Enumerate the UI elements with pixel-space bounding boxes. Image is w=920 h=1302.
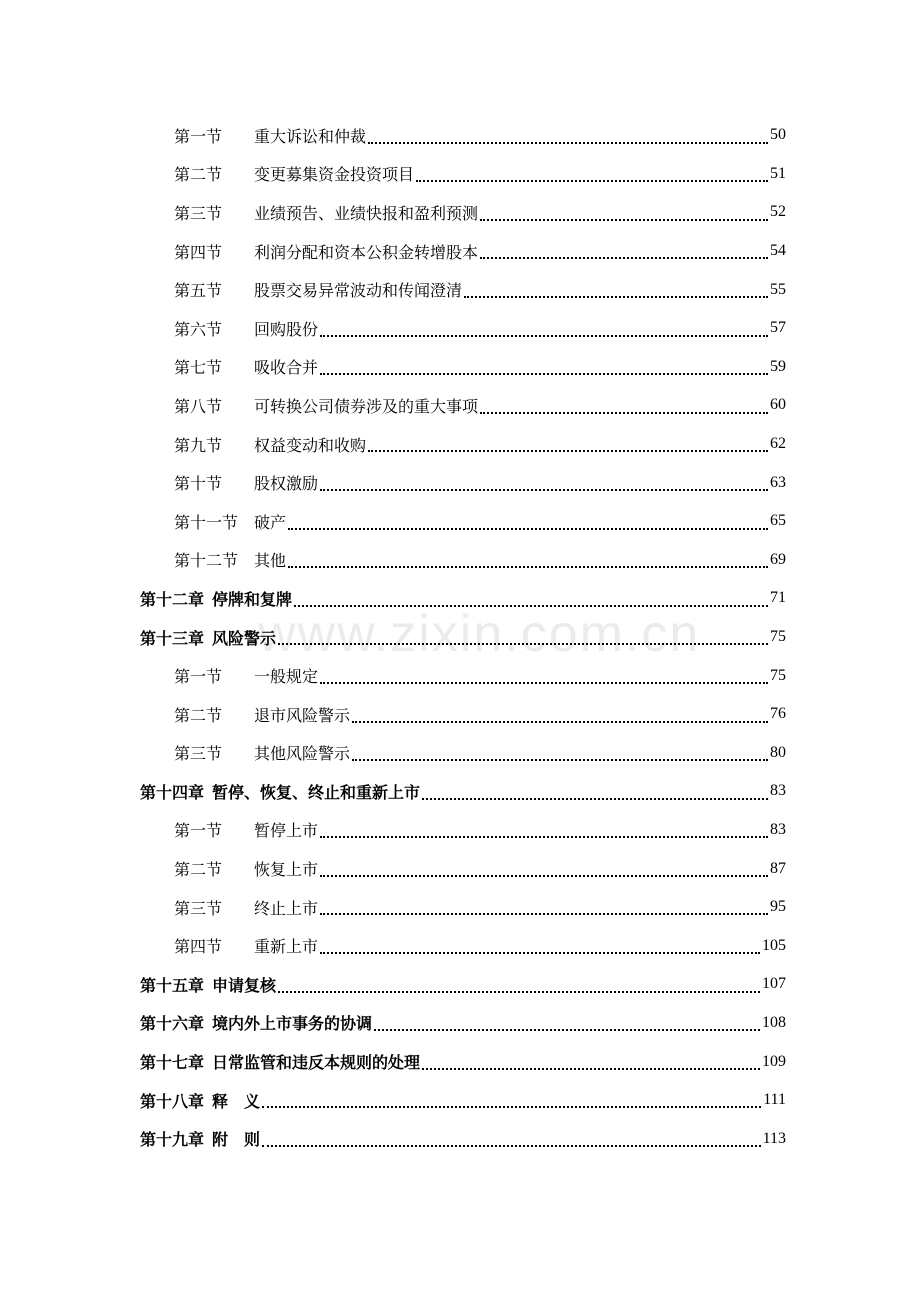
toc-entry-number: 第十二节 bbox=[174, 551, 239, 571]
toc-entry-number: 第十四章 bbox=[140, 782, 205, 802]
toc-section-entry[interactable] bbox=[0, 695, 786, 734]
toc-entry-number: 第六节 bbox=[174, 319, 223, 339]
toc-section-entry[interactable] bbox=[0, 888, 786, 927]
dot-leader bbox=[368, 141, 768, 144]
toc-entry-title: 恢复上市 bbox=[254, 860, 319, 880]
toc-chapter-entry[interactable] bbox=[0, 579, 786, 618]
toc-entry-number: 第九节 bbox=[174, 435, 223, 455]
toc-entry-number: 第十六章 bbox=[140, 1014, 205, 1034]
toc-chapter-entry[interactable] bbox=[0, 1042, 786, 1081]
toc-page-number: 75 bbox=[770, 628, 786, 646]
toc-page-number: 75 bbox=[770, 666, 786, 684]
toc-page-number: 109 bbox=[762, 1052, 786, 1070]
dot-leader bbox=[320, 912, 768, 915]
toc-entry-title: 暂停、恢复、终止和重新上市 bbox=[212, 782, 421, 802]
toc-chapter-entry[interactable] bbox=[0, 618, 786, 657]
toc-entry-title: 变更募集资金投资项目 bbox=[254, 165, 415, 185]
toc-page-number: 59 bbox=[770, 357, 786, 375]
dot-leader bbox=[320, 951, 760, 954]
toc-section-entry[interactable] bbox=[0, 811, 786, 850]
toc-entry-number: 第十九章 bbox=[140, 1130, 205, 1150]
toc-entry-title: 吸收合并 bbox=[254, 358, 319, 378]
toc-section-entry[interactable] bbox=[0, 734, 786, 773]
dot-leader bbox=[320, 334, 768, 337]
toc-entry-number: 第十七章 bbox=[140, 1053, 205, 1073]
toc-page-number: 55 bbox=[770, 280, 786, 298]
toc-entry-number: 第七节 bbox=[174, 358, 223, 378]
toc-chapter-entry[interactable] bbox=[0, 965, 786, 1004]
toc-section-entry[interactable] bbox=[0, 348, 786, 387]
dot-leader bbox=[262, 1105, 761, 1108]
toc-entry-number: 第五节 bbox=[174, 281, 223, 301]
toc-section-entry[interactable] bbox=[0, 425, 786, 464]
toc-page-number: 108 bbox=[762, 1013, 786, 1031]
toc-chapter-entry[interactable] bbox=[0, 1081, 786, 1120]
dot-leader bbox=[320, 488, 768, 491]
toc-entry-number: 第一节 bbox=[174, 667, 223, 687]
toc-entry-number: 第十一节 bbox=[174, 512, 239, 532]
dot-leader bbox=[320, 372, 768, 375]
toc-page-number: 83 bbox=[770, 782, 786, 800]
toc-entry-title: 股权激励 bbox=[254, 474, 319, 494]
dot-leader bbox=[464, 295, 768, 298]
toc-section-entry[interactable] bbox=[0, 270, 786, 309]
toc-entry-number: 第十三章 bbox=[140, 628, 205, 648]
toc-section-entry[interactable] bbox=[0, 193, 786, 232]
dot-leader bbox=[352, 720, 768, 723]
toc-section-entry[interactable] bbox=[0, 656, 786, 695]
dot-leader bbox=[262, 1144, 761, 1147]
toc-entry-title: 权益变动和收购 bbox=[254, 435, 367, 455]
toc-entry-number: 第十节 bbox=[174, 474, 223, 494]
dot-leader bbox=[320, 835, 768, 838]
toc-entry-title: 其他 bbox=[254, 551, 287, 571]
toc-entry-title: 风险警示 bbox=[212, 628, 277, 648]
toc-entry-number: 第十八章 bbox=[140, 1091, 205, 1111]
toc-entry-title: 业绩预告、业绩快报和盈利预测 bbox=[254, 203, 479, 223]
toc-page-number: 54 bbox=[770, 242, 786, 260]
toc-section-entry[interactable] bbox=[0, 849, 786, 888]
dot-leader bbox=[320, 874, 768, 877]
toc-section-entry[interactable] bbox=[0, 155, 786, 194]
toc-section-entry[interactable] bbox=[0, 232, 786, 271]
toc-entry-title: 暂停上市 bbox=[254, 821, 319, 841]
dot-leader bbox=[278, 990, 760, 993]
toc-page-number: 50 bbox=[770, 126, 786, 144]
toc-entry-title: 境内外上市事务的协调 bbox=[212, 1014, 373, 1034]
dot-leader bbox=[352, 758, 768, 761]
toc-page-number: 83 bbox=[770, 820, 786, 838]
dot-leader bbox=[294, 604, 768, 607]
toc-page-number: 80 bbox=[770, 743, 786, 761]
toc-page-number: 65 bbox=[770, 512, 786, 530]
toc-chapter-entry[interactable] bbox=[0, 1119, 786, 1158]
toc-section-entry[interactable] bbox=[0, 116, 786, 155]
toc-page-number: 113 bbox=[762, 1129, 786, 1147]
toc-page-number: 60 bbox=[770, 396, 786, 414]
toc-entry-title: 利润分配和资本公积金转增股本 bbox=[254, 242, 479, 262]
toc-entry-title: 重大诉讼和仲裁 bbox=[254, 126, 367, 146]
toc-chapter-entry[interactable] bbox=[0, 1004, 786, 1043]
table-of-contents bbox=[0, 116, 920, 1158]
toc-entry-title: 回购股份 bbox=[254, 319, 319, 339]
toc-section-entry[interactable] bbox=[0, 386, 786, 425]
toc-page-number: 57 bbox=[770, 319, 786, 337]
dot-leader bbox=[288, 565, 768, 568]
toc-entry-number: 第十五章 bbox=[140, 975, 205, 995]
toc-section-entry[interactable] bbox=[0, 463, 786, 502]
toc-page-number: 76 bbox=[770, 705, 786, 723]
dot-leader bbox=[422, 1067, 760, 1070]
dot-leader bbox=[480, 256, 768, 259]
dot-leader bbox=[278, 642, 768, 645]
toc-entry-number: 第二节 bbox=[174, 705, 223, 725]
dot-leader bbox=[368, 449, 768, 452]
toc-entry-number: 第三节 bbox=[174, 744, 223, 764]
toc-page-number: 69 bbox=[770, 550, 786, 568]
toc-entry-number: 第二节 bbox=[174, 860, 223, 880]
dot-leader bbox=[374, 1028, 760, 1031]
toc-entry-title: 股票交易异常波动和传闻澄清 bbox=[254, 281, 463, 301]
toc-entry-title: 重新上市 bbox=[254, 937, 319, 957]
toc-entry-title: 申请复核 bbox=[212, 975, 277, 995]
toc-page-number: 62 bbox=[770, 435, 786, 453]
toc-entry-number: 第十二章 bbox=[140, 589, 205, 609]
toc-entry-title: 附 则 bbox=[212, 1130, 261, 1150]
toc-page-number: 107 bbox=[762, 975, 786, 993]
toc-entry-title: 终止上市 bbox=[254, 898, 319, 918]
toc-chapter-entry[interactable] bbox=[0, 772, 786, 811]
toc-entry-title: 释 义 bbox=[212, 1091, 261, 1111]
toc-entry-title: 破产 bbox=[254, 512, 287, 532]
toc-entry-title: 一般规定 bbox=[254, 667, 319, 687]
toc-page-number: 52 bbox=[770, 203, 786, 221]
toc-entry-number: 第八节 bbox=[174, 396, 223, 416]
dot-leader bbox=[480, 218, 768, 221]
watermark: www.zixin.com.cn bbox=[258, 605, 701, 663]
toc-page-number: 95 bbox=[770, 898, 786, 916]
toc-entry-number: 第三节 bbox=[174, 203, 223, 223]
toc-entry-title: 停牌和复牌 bbox=[212, 589, 293, 609]
toc-page-number: 111 bbox=[763, 1091, 786, 1109]
toc-page-number: 105 bbox=[762, 936, 786, 954]
dot-leader bbox=[320, 681, 768, 684]
toc-section-entry[interactable] bbox=[0, 309, 786, 348]
toc-page-number: 51 bbox=[770, 164, 786, 182]
toc-entry-number: 第一节 bbox=[174, 821, 223, 841]
toc-page-number: 87 bbox=[770, 859, 786, 877]
toc-entry-number: 第一节 bbox=[174, 126, 223, 146]
toc-entry-title: 退市风险警示 bbox=[254, 705, 351, 725]
toc-entry-title: 日常监管和违反本规则的处理 bbox=[212, 1053, 421, 1073]
dot-leader bbox=[422, 797, 768, 800]
toc-page-number: 71 bbox=[770, 589, 786, 607]
toc-entry-number: 第四节 bbox=[174, 937, 223, 957]
toc-section-entry[interactable] bbox=[0, 502, 786, 541]
dot-leader bbox=[288, 527, 768, 530]
dot-leader bbox=[416, 179, 768, 182]
toc-entry-title: 可转换公司债券涉及的重大事项 bbox=[254, 396, 479, 416]
toc-section-entry[interactable] bbox=[0, 926, 786, 965]
toc-page-number: 63 bbox=[770, 473, 786, 491]
toc-section-entry[interactable] bbox=[0, 541, 786, 580]
toc-entry-title: 其他风险警示 bbox=[254, 744, 351, 764]
toc-entry-number: 第二节 bbox=[174, 165, 223, 185]
toc-entry-number: 第三节 bbox=[174, 898, 223, 918]
dot-leader bbox=[480, 411, 768, 414]
toc-entry-number: 第四节 bbox=[174, 242, 223, 262]
